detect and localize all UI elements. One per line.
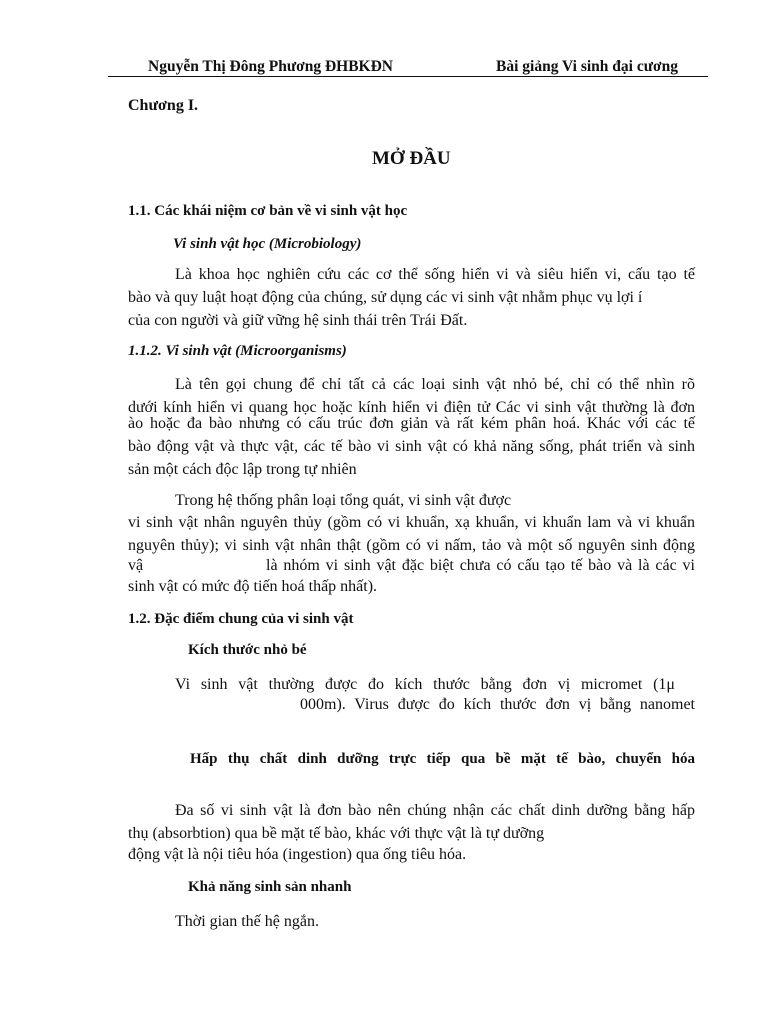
paragraph-line: Trong hệ thống phân loại tổng quát, vi sinh vật được [175, 492, 512, 509]
section-heading-1-1: 1.1. Các khái niệm cơ bản về vi sinh vật học [128, 203, 408, 219]
paragraph-line: vậ [128, 557, 144, 574]
subheading-absorption: Hấp thụ chất dinh dưỡng trực tiếp qua bề mặt tế bào, chuyển hóa [190, 751, 695, 767]
subheading-reproduction: Khả năng sinh sản nhanh [188, 879, 352, 895]
paragraph-line: dưới kính hiển vi quang học hoặc kính hiển vi điện tử Các vi sinh vật thường là đơn [128, 399, 695, 416]
paragraph-line: sản một cách độc lập trong tự nhiên [128, 461, 357, 478]
paragraph-line: sinh vật có mức độ tiến hoá thấp nhất). [128, 578, 378, 595]
paragraph-line: của con người và giữ vững hệ sinh thái trên Trái Đất. [128, 312, 468, 329]
paragraph-line: Vi sinh vật thường được đo kích thước bằng đơn vị micromet (1μ [175, 676, 675, 693]
chapter-label: Chương I. [128, 97, 199, 114]
paragraph-line: là nhóm vi sinh vật đặc biệt chưa có cấu tạo tế bào và là các vi [266, 557, 695, 574]
paragraph-line: bào động vật và thực vật, các tế bào vi sinh vật có khả năng sống, phát triển và sinh [128, 438, 695, 455]
header-course: Bài giảng Vi sinh đại cương [496, 58, 678, 75]
subheading-size: Kích thước nhỏ bé [188, 642, 307, 658]
header-rule [108, 76, 708, 77]
paragraph-line: Đa số vi sinh vật là đơn bào nên chúng nhận các chất dinh dưỡng bằng hấp [175, 802, 695, 819]
paragraph-line: vi sinh vật nhân nguyên thủy (gồm có vi khuẩn, xạ khuẩn, vi khuẩn lam và vi khuẩn [128, 514, 695, 531]
paragraph-line: Là khoa học nghiên cứu các cơ thể sống hiển vi và siêu hiển vi, cấu tạo tế [175, 266, 695, 283]
paragraph-line: thụ (absorbtion) qua bề mặt tế bào, khác với thực vật là tự dưỡng [128, 825, 545, 842]
paragraph-line: Thời gian thế hệ ngắn. [175, 913, 319, 930]
paragraph-line: nguyên thủy); vi sinh vật nhân thật (gồm có vi nấm, tảo và một số nguyên sinh động [128, 537, 695, 554]
page-title: MỞ ĐẦU [372, 148, 451, 169]
paragraph-line: bào và quy luật hoạt động của chúng, sử dụng các vi sinh vật nhằm phục vụ lợi í [128, 289, 643, 306]
header-author: Nguyễn Thị Đông Phương ĐHBKĐN [148, 58, 393, 75]
section-heading-1-2: 1.2. Đặc điểm chung của vi sinh vật [128, 611, 354, 627]
paragraph-line: ào hoặc đa bào nhưng có cấu trúc đơn giản và rất kém phân hoá. Khác với các tế [128, 415, 695, 432]
paragraph-line: động vật là nội tiêu hóa (ingestion) qua ống tiêu hóa. [128, 846, 467, 863]
section-heading-1-1-2: 1.1.2. Vi sinh vật (Microorganisms) [128, 343, 347, 359]
paragraph-line: 000m). Virus được đo kích thước đơn vị bằng nanomet [300, 696, 695, 713]
paragraph-line: Là tên gọi chung để chỉ tất cả các loại sinh vật nhỏ bé, chỉ có thể nhìn rõ [175, 376, 695, 393]
subheading-microbiology: Vi sinh vật học (Microbiology) [173, 236, 362, 252]
